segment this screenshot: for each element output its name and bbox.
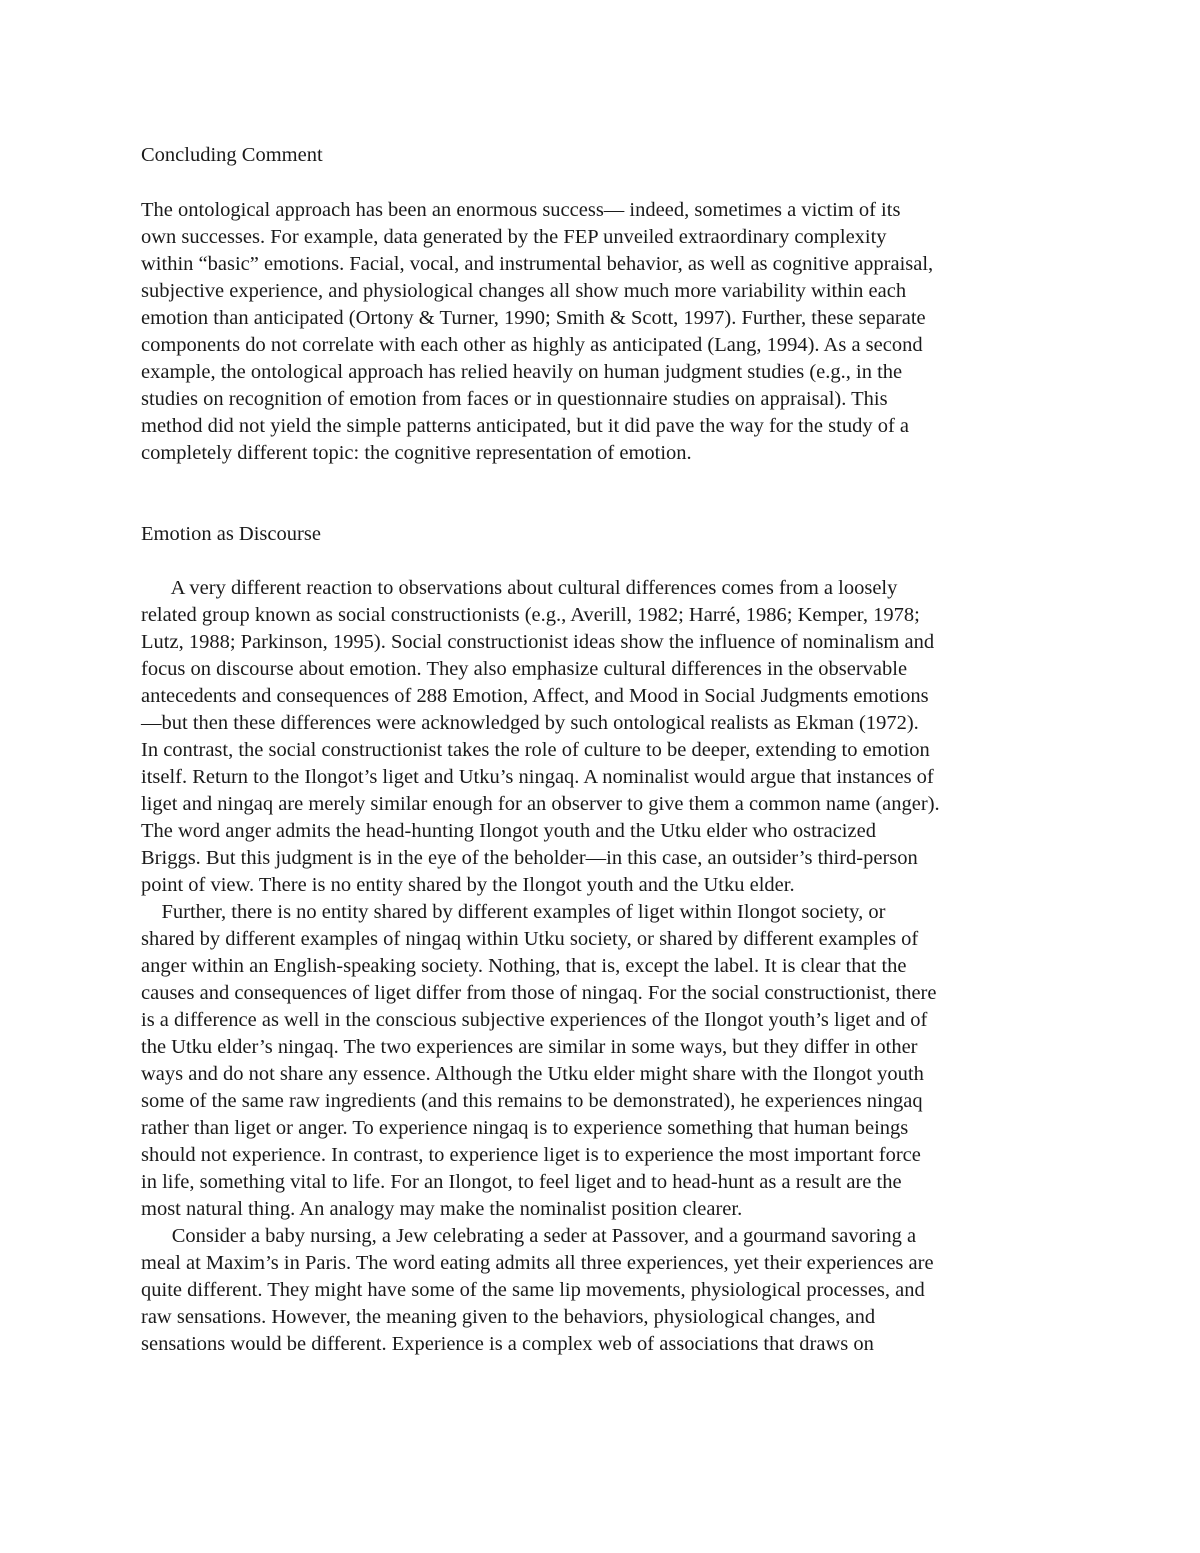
text-line: own successes. For example, data generated by the FEP unveiled extraordinary complexity [141, 226, 887, 248]
text-line: itself. Return to the Ilongot’s liget and Utku’s ningaq. A nominalist would argue that instances of [141, 766, 934, 788]
text-line: liget and ningaq are merely similar enough for an observer to give them a common name (anger). [141, 793, 940, 815]
text-line: A very different reaction to observations about cultural differences comes from a loosely [141, 577, 898, 599]
text-line: antecedents and consequences of 288 Emotion, Affect, and Mood in Social Judgments emotions [141, 685, 929, 707]
text-line: In contrast, the social constructionist takes the role of culture to be deeper, extending to emotion [141, 739, 930, 761]
text-line: example, the ontological approach has relied heavily on human judgment studies (e.g., in the [141, 361, 903, 383]
text-line: subjective experience, and physiological changes all show much more variability within each [141, 280, 907, 302]
text-line: The word anger admits the head-hunting Ilongot youth and the Utku elder who ostracized [141, 820, 876, 842]
text-line: meal at Maxim’s in Paris. The word eating admits all three experiences, yet their experiences are [141, 1252, 934, 1274]
text-line: should not experience. In contrast, to experience liget is to experience the most important force [141, 1144, 921, 1166]
text-line: The ontological approach has been an enormous success— indeed, sometimes a victim of its [141, 199, 901, 221]
text-line: shared by different examples of ningaq within Utku society, or shared by different examples of [141, 928, 919, 950]
text-line: focus on discourse about emotion. They also emphasize cultural differences in the observable [141, 658, 908, 680]
section-heading: Emotion as Discourse [141, 523, 321, 545]
text-line: —but then these differences were acknowledged by such ontological realists as Ekman (1972). [141, 712, 919, 734]
text-line: sensations would be different. Experience is a complex web of associations that draws on [141, 1333, 874, 1355]
text-line: method did not yield the simple patterns anticipated, but it did pave the way for the study of a [141, 415, 909, 437]
text-line: quite different. They might have some of the same lip movements, physiological processes, and [141, 1279, 925, 1301]
text-line: rather than liget or anger. To experience ningaq is to experience something that human beings [141, 1117, 909, 1139]
text-line: some of the same raw ingredients (and this remains to be demonstrated), he experiences ningaq [141, 1090, 923, 1112]
text-line: most natural thing. An analogy may make the nominalist position clearer. [141, 1198, 743, 1220]
text-line: Further, there is no entity shared by different examples of liget within Ilongot society, or [141, 901, 886, 923]
text-line: studies on recognition of emotion from faces or in questionnaire studies on appraisal). This [141, 388, 888, 410]
text-line: causes and consequences of liget differ from those of ningaq. For the social constructionist, there [141, 982, 937, 1004]
text-line: Briggs. But this judgment is in the eye of the beholder—in this case, an outsider’s third-person [141, 847, 918, 869]
text-line: components do not correlate with each other as highly as anticipated (Lang, 1994). As a second [141, 334, 923, 356]
text-line: related group known as social constructionists (e.g., Averill, 1982; Harré, 1986; Kemper, 1978; [141, 604, 920, 626]
text-line: anger within an English-speaking society. Nothing, that is, except the label. It is clear that the [141, 955, 907, 977]
text-line: raw sensations. However, the meaning given to the behaviors, physiological changes, and [141, 1306, 876, 1328]
text-line: is a difference as well in the conscious subjective experiences of the Ilongot youth’s liget and of [141, 1009, 928, 1031]
text-line: point of view. There is no entity shared by the Ilongot youth and the Utku elder. [141, 874, 795, 896]
text-line: the Utku elder’s ningaq. The two experiences are similar in some ways, but they differ in other [141, 1036, 918, 1058]
text-line: completely different topic: the cognitive representation of emotion. [141, 442, 692, 464]
text-line: ways and do not share any essence. Although the Utku elder might share with the Ilongot youth [141, 1063, 924, 1085]
section-heading: Concluding Comment [141, 144, 323, 166]
text-line: within “basic” emotions. Facial, vocal, and instrumental behavior, as well as cognitive appraisal, [141, 253, 934, 275]
text-line: in life, something vital to life. For an Ilongot, to feel liget and to head-hunt as a result are the [141, 1171, 902, 1193]
text-line: Consider a baby nursing, a Jew celebrating a seder at Passover, and a gourmand savoring a [141, 1225, 917, 1247]
text-line: emotion than anticipated (Ortony & Turner, 1990; Smith & Scott, 1997). Further, these separate [141, 307, 926, 329]
text-line: Lutz, 1988; Parkinson, 1995). Social constructionist ideas show the influence of nominalism and [141, 631, 935, 653]
